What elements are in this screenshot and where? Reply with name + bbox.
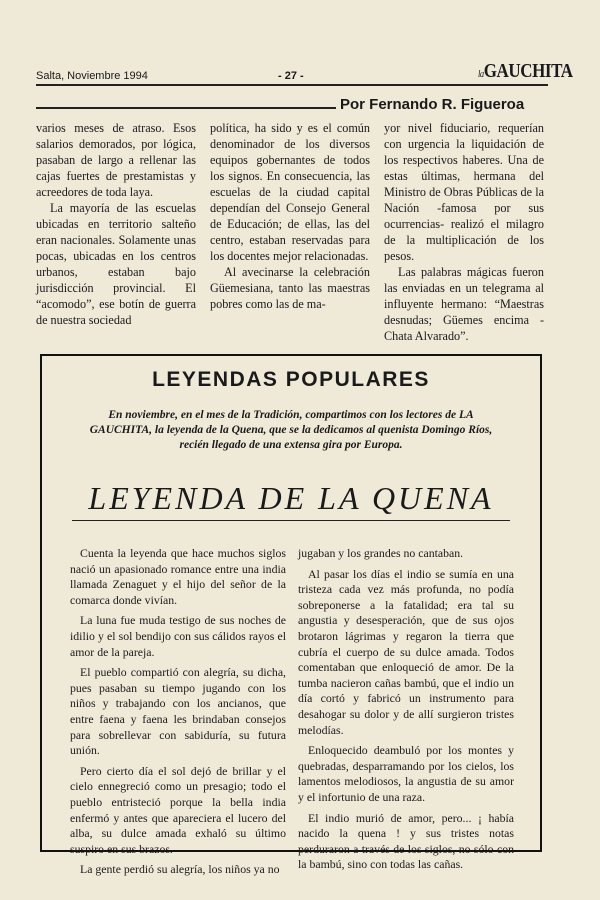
paragraph: La gente perdió su alegría, los niños ya no bbox=[80, 862, 280, 877]
section-title: LEYENDAS POPULARES bbox=[152, 368, 430, 391]
paragraph: yor nivel fiduciario, requerían con urgencia la liquidación de los respectivos haberes. Una de estas últimas, hermana del Ministro de Obras Públicas de la Nación -famosa por sus ocurrencias- realizó el milagro de la multiplicación de los pesos. bbox=[384, 121, 544, 263]
header-place-date: Salta, Noviembre 1994 bbox=[36, 70, 148, 82]
paragraph: Enloquecido deambuló por los montes y quebradas, desparramando por los cielos, los lamentos melodiosos, la angustia de su amor y el infortunio de una raza. bbox=[298, 743, 514, 804]
logo-name: GAUCHITA bbox=[483, 60, 573, 82]
paragraph: Pero cierto día el sol dejó de brillar y el cielo ennegreció como un presagio; todo el pueblo entristeció porque la bella india enfermó y antes que apareciera el lucero del alba, su dulce amada exhaló su último suspiro en sus brazos. bbox=[70, 763, 286, 856]
legend-box bbox=[40, 354, 542, 877]
intro-text: En noviembre, en el mes de la Tradición, compartimos con los lectores de LA GAUCHITA, la leyenda de la Quena, que se la dedicamos al quenista Domingo Ríos, recién llegado de una extensa gira por Europa. bbox=[89, 409, 493, 451]
paragraph: varios meses de atraso. Esos salarios demorados, por lógica, pasaban de largo a rellenar las cajas fuertes de prestamistas y acreedores de toda laya. bbox=[36, 121, 196, 199]
legend-column-1 bbox=[70, 546, 286, 883]
logo-article: la bbox=[478, 69, 484, 80]
headline-rule bbox=[72, 520, 510, 521]
paragraph: El indio murió de amor, pero... ¡ había nacido la quena ! y sus tristes notas perduraron a través de los siglos, no sólo con la bambú, sino con todas las cañas. bbox=[298, 810, 514, 872]
paragraph: jugaban y los grandes no cantaban. bbox=[298, 546, 464, 560]
article-column-3 bbox=[384, 120, 544, 344]
article-column-1 bbox=[36, 120, 196, 328]
magazine-logo bbox=[478, 60, 573, 83]
paragraph: La luna fue muda testigo de sus noches de idilio y el sol bendijo con sus cálidos rayos el amor de la pareja. bbox=[70, 613, 286, 659]
byline-rule bbox=[36, 107, 336, 109]
paragraph: Las palabras mágicas fueron las enviadas en un telegrama al influyente hermano: “Maestras desnudas; Güemes encima -Chata Alvarado”. bbox=[384, 265, 544, 343]
article-column-2 bbox=[210, 120, 370, 312]
paragraph: Al avecinarse la celebración Güemesiana, tanto las maestras pobres como las de ma- bbox=[210, 265, 370, 311]
page-number: - 27 - bbox=[278, 70, 304, 82]
paragraph: El pueblo compartió con alegría, su dicha, pues pasaban su tiempo jugando con los niños y trabajando con los ancianos, que entre faena y faena les brindaban consejos para sobrellevar con sabiduría, su futura unión. bbox=[70, 665, 286, 758]
header-rule bbox=[36, 84, 548, 86]
legend-column-2 bbox=[298, 546, 514, 878]
paragraph: política, ha sido y es el común denominador de los diversos equipos gobernantes de todos los signos. En consecuencia, las escuelas de la ciudad capital dependían del Consejo General de Educación; de ellas, las del centro, estaban reservadas para los docentes mejor relacionadas. bbox=[210, 121, 370, 263]
legend-headline: LEYENDA DE LA QUENA bbox=[88, 480, 494, 516]
paragraph: Al pasar los días el indio se sumía en una tristeza cada vez más profunda, no podía sobreponerse a la fatalidad; era tal su angustia y desesperación, que de sus ojos brotaron lágrimas y regaron la tierra que cubría el cuerpo de su dulce amada. Todos comentaban que enloqueció de amor. De la tumba nacieron cañas bambú, que el indio un día cortó y fabricó un instrumento para desahogar su dolor y de allí surgieron tristes melodías. bbox=[298, 566, 514, 737]
paragraph: Cuenta la leyenda que hace muchos siglos nació un apasionado romance entre una india llamada Zenaguet y el hijo del señor de la comarca donde vivían. bbox=[70, 546, 286, 607]
paragraph: La mayoría de las escuelas ubicadas en territorio salteño eran nacionales. Solamente unas pocas, ubicadas en los centros urbanos, estaban bajo jurisdicción provincial. El “acomodo”, ese botín de guerra de nuestra sociedad bbox=[36, 201, 196, 327]
byline: Por Fernando R. Figueroa bbox=[340, 96, 525, 113]
